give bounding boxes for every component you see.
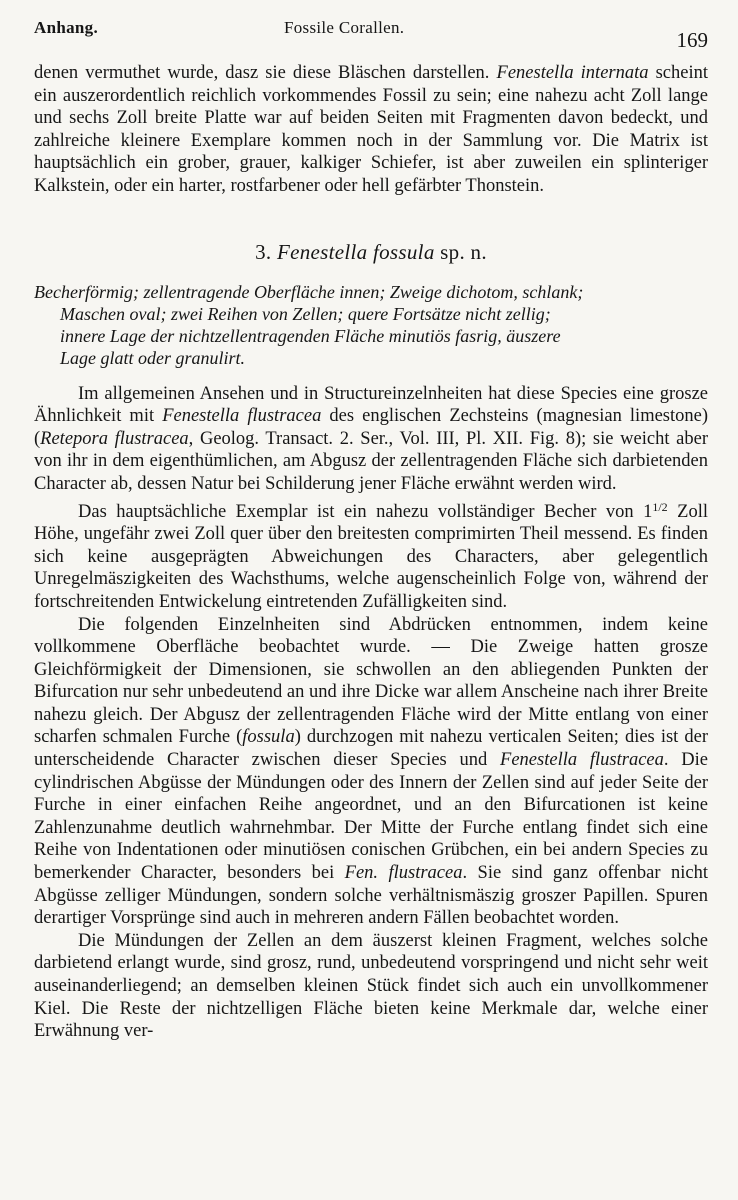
diagnosis-line: Lage glatt oder granulirt. — [60, 347, 246, 368]
species-name: Retepora flustracea — [40, 428, 189, 449]
measure-whole: 1 — [643, 501, 653, 522]
page-number: 169 — [676, 28, 708, 52]
paragraph-specimen: Das hauptsächliche Exemplar ist ein nahezu vollständiger Becher von $1^{1/2}$ Zoll Höhe, ungefähr zwei Zoll quer über den breitesten comprimirten Theil messend. Es finden sich keine ausgeprägten Abweichungen des Characters, aber gelegentlich Unregelmäszigkeiten des Wachsthums, welche augenscheinlich Folge von, während der fortschreitenden Entwickelung eintretenden Zufälligkeiten sind. — [34, 499, 708, 612]
diagnosis-line: Becherförmig; zellentragende Oberfläche innen; Zweige dichotom, schlank; — [34, 281, 584, 302]
paragraph-comparison: Im allgemeinen Ansehen und in Structureinzelnheiten hat diese Species eine grosze Ähnlichkeit mit Fenestella flustracea des englischen Zechsteins (magnesian limestone) (Retepora flustracea, Geolog. Transact. 2. Ser., Vol. III, Pl. XII. Fig. 8); sie weicht aber von ihr in dem eigenthümlichen, am Abgusz der zellentragenden Fläche sich darbietenden Character ab, dessen Natur bei Schilderung jener Fläche erwähnt werden wird. — [34, 383, 708, 494]
paragraph-details: Die folgenden Einzelnheiten sind Abdrücken entnommen, indem keine vollkommene Oberfläche beobachtet wurde. — Die Zweige hatten grosze Gleichförmigkeit der Dimensionen, sie schwollen an den abliegenden Punkten der Bifurcation nur sehr unbedeutend an und ihre Dicke war allem Anscheine nach ihrer Breite nahezu gleich. Der Abgusz der zellentragenden Fläche wird der Mitte entlang von einer scharfen schmalen Furche (fossula) durchzogen mit nahezu verticalen Seiten; dies ist der unterscheidende Character zwischen dieser Species und Fenestella flustracea. Die cylindrischen Abgüsse der Mündungen oder des Innern der Zellen sind auf jeder Seite der Furche in einer einfachen Reihe angeordnet, und an den Bifurcationen ist keine Zahlenzunahme deutlich wahrnehmbar. Der Mitte der Furche entlang findet sich eine Reihe von Indentationen oder minutiösen conischen Grübchen, ein bei andern Species zu bemerkender Character, besonders bei Fen. flustracea. Sie sind ganz offenbar nicht Abgüsse zelliger Mündungen, sondern solche verhältnismäszig groszer Papillen. Spuren derartiger Vorsprünge sind auch in mehreren andern Fällen beobachtet worden. — [34, 614, 708, 929]
species-name: Fenestella flustracea — [500, 750, 664, 771]
species-name: Fen. flustracea — [344, 863, 463, 884]
measure-fraction: 1/2 — [652, 499, 668, 514]
running-head — [34, 0, 708, 58]
running-head-section: Anhang. — [34, 18, 98, 37]
diagnosis-line: Maschen oval; zwei Reihen von Zellen; quere Fortsätze nicht zellig; — [60, 303, 551, 324]
species-diagnosis — [34, 281, 708, 369]
paragraph-continuation: denen vermuthet wurde, dasz sie diese Bläschen darstellen. Fenestella internata scheint ein auszerordentlich reichlich vorkommendes Fossil zu sein; eine nahezu acht Zoll lange und sechs Zoll breite Platte war auf beiden Seiten mit Fragmenten davon bedeckt, und zahlreiche kleinere Exemplare kommen noch in der Sammlung vor. Die Matrix ist hauptsächlich ein grober, grauer, kalkiger Schiefer, ist aber zuweilen ein splinteriger Kalkstein, oder ein harter, rostfarbener oder hell gefärbter Thonstein. — [34, 63, 709, 196]
term-fossula: fossula — [242, 727, 295, 748]
diagnosis-line: innere Lage der nichtzellentragenden Fläche minutiös fasrig, äuszere — [60, 325, 561, 346]
species-name: Fenestella flustracea — [162, 406, 322, 427]
species-title: Fenestella fossula — [276, 239, 435, 264]
running-head-title: Fossile Corallen. — [284, 18, 405, 37]
species-name: Fenestella internata — [496, 63, 649, 83]
paragraph-mouths: Die Mündungen der Zellen an dem äuszerst kleinen Fragment, welches solche darbietend erlangt wurde, sind grosz, rund, unbedeutend vorspringend und nicht sehr weit auseinanderliegend; an demselben kleinen Stück findet sich auch ein unvollkommener Kiel. Die Reste der nichtzelligen Fläche bieten keine Merkmale dar, welche einer Erwähnung ver- — [34, 930, 708, 1042]
section-heading: 3. Fenestella fossula sp. n. — [255, 239, 487, 264]
